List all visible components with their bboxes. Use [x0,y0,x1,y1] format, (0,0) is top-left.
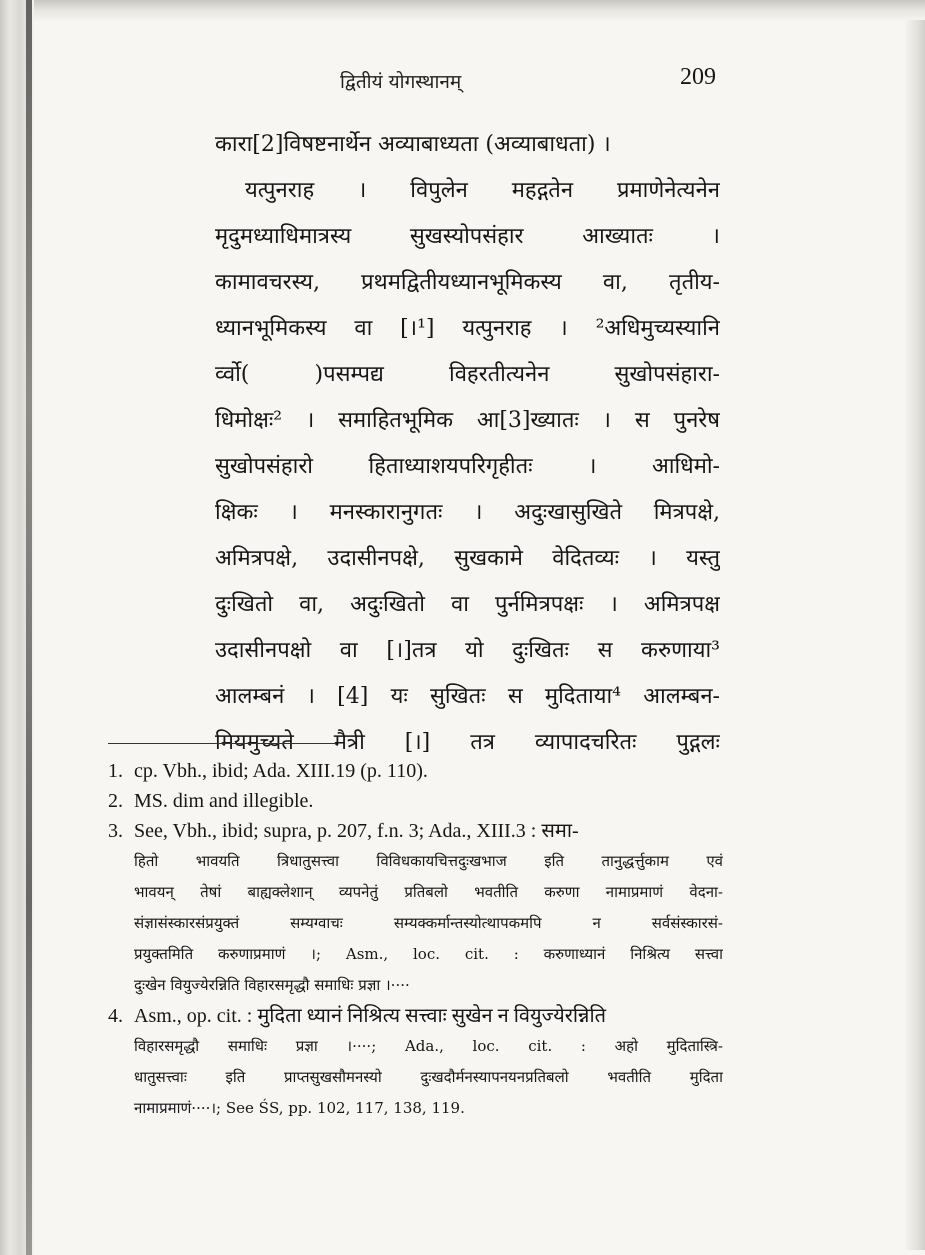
main-text-block [215,122,720,766]
text-line: कामावचरस्य, प्रथमद्वितीयध्यानभूमिकस्य वा, तृतीय- [215,270,720,295]
footnote-2 [108,786,723,816]
footnote-rule [108,743,336,744]
text-line: मियमुच्यते मैत्री [।] तत्र व्यापादचरितः पुद्गलः [215,730,720,755]
footnote-number: 3. [108,820,123,842]
text-line: आलम्बनं । [4] यः सुखितः स मुदिताया⁴ आलम्बन- [215,684,720,709]
page-top-shadow [0,0,925,22]
footnote-number: 4. [108,1005,123,1027]
footnote-line: संज्ञासंस्कारसंप्रयुक्तं सम्यग्वाचः सम्यक्कर्मान्तस्योत्थापकमपि न सर्वसंस्कारसं- [134,914,723,932]
footnote-3 [108,816,723,1001]
footnote-line: दुःखेन वियुज्येरन्निति विहारसमृद्धौ समाधिः प्रज्ञा ।···· [134,976,410,994]
footnote-line: प्रयुक्तमिति करुणाप्रमाणं ।; Asm., loc. cit. : करुणाध्यानं निश्रित्य सत्त्वा [134,945,723,963]
footnote-number: 1. [108,760,123,782]
footnote-line: भावयन् तेषां बाह्यक्लेशान् व्यपनेतुं प्रतिबलो भवतीति करुणा नामाप्रमाणं वेदना- [134,883,723,901]
text-line: धिमोक्षः² । समाहितभूमिक आ[3]ख्यातः । स पुनरेष [215,408,720,433]
footnote-line: नामाप्रमाणं····।; See ŚS, pp. 102, 117, 138, 119. [134,1099,465,1117]
book-spine-edge [0,0,34,1255]
text-line: कारा[2]विषष्टनार्थेन अव्याबाध्यता (अव्याबाधता) । [215,132,611,157]
footnote-line: हितो भावयति त्रिधातुसत्त्वा विविधकायचित्तदुःखभाज इति तानुद्धर्त्तुकाम एवं [134,852,723,870]
text-line: अमित्रपक्षे, उदासीनपक्षे, सुखकामे वेदितव्यः । यस्तु [215,546,720,571]
footnote-number: 2. [108,790,123,812]
text-line: ध्यानभूमिकस्य वा [।¹] यत्पुनराह । ²अधिमुच्यस्यानि [215,316,720,341]
text-line: मृदुमध्याधिमात्रस्य सुखस्योपसंहार आख्यातः । [215,224,720,249]
running-head: द्वितीयं योगस्थानम् [340,71,462,93]
footnote-line: cp. Vbh., ibid; Ada. XIII.19 (p. 110). [134,760,428,782]
footnote-line: See, Vbh., ibid; supra, p. 207, f.n. 3; Ada., XIII.3 : समा- [134,820,579,842]
footnote-line: धातुसत्त्वाः इति प्राप्तसुखसौमनस्यो दुःखदौर्मनस्यापनयनप्रतिबलो भवतीति मुदिता [134,1068,723,1086]
footnote-line: MS. dim and illegible. [134,790,314,812]
text-line: यत्पुनराह । विपुलेन महद्गतेन प्रमाणेनेत्यनेन [245,178,720,203]
footnote-line: Asm., op. cit. : मुदिता ध्यानं निश्रित्य सत्त्वाः सुखेन न वियुज्येरन्निति [134,1005,607,1027]
text-line: दुःखितो वा, अदुःखितो वा पुर्नमित्रपक्षः । अमित्रपक्ष [215,592,720,617]
page-right-edge [905,20,925,1250]
footnote-4 [108,1001,723,1124]
footnotes [108,756,723,1124]
footnote-line: विहारसमृद्धौ समाधिः प्रज्ञा ।····; Ada., loc. cit. : अहो मुदितास्त्रि- [134,1037,723,1055]
page-number: 209 [680,64,716,90]
text-line: सुखोपसंहारो हिताध्याशयपरिगृहीतः । आधिमो- [215,454,720,479]
text-line: उदासीनपक्षो वा [।]तत्र यो दुःखितः स करुणाया³ [215,638,720,663]
text-line: क्षिकः । मनस्कारानुगतः । अदुःखासुखिते मित्रपक्षे, [215,500,720,525]
footnote-1 [108,756,723,786]
text-line: र्व्वो( )पसम्पद्य विहरतीत्यनेन सुखोपसंहारा- [215,362,720,387]
